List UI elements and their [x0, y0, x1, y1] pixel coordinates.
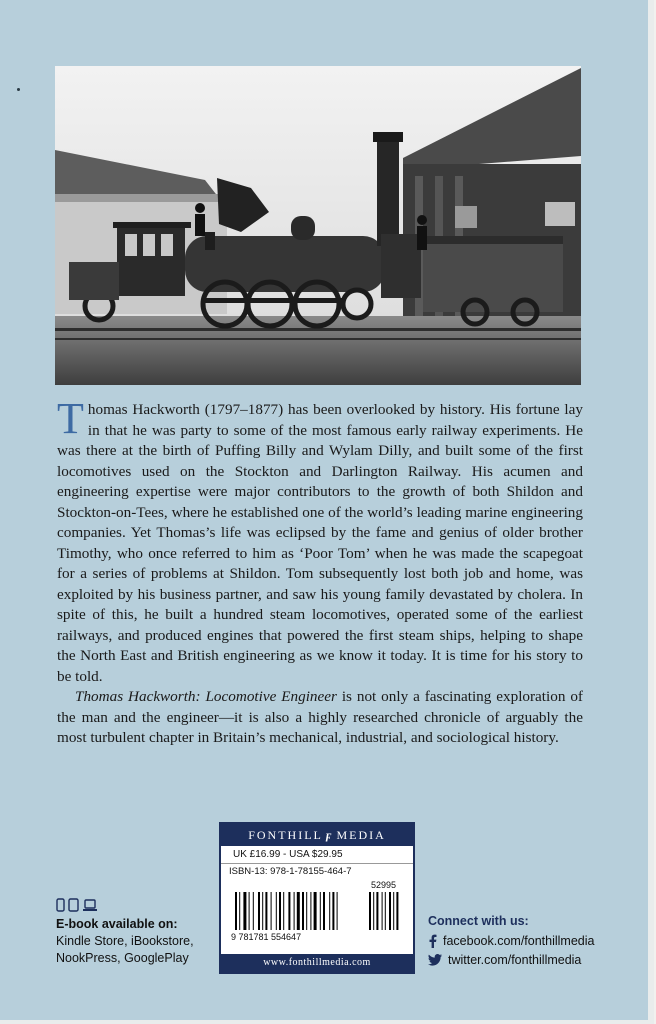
- connect-section: [428, 914, 594, 972]
- publisher-website[interactable]: www.fonthillmedia.com: [221, 954, 413, 972]
- publisher-name-right: MEDIA: [336, 828, 386, 842]
- description-paragraph-2: [57, 687, 583, 749]
- paragraph-2-text: is not only a fascinating exploration of the man and the engineer—it is also a highly researched chronicle of arguably the most turbulent chapter in Britain’s mechanical, industrial, and sociological history.: [57, 688, 583, 746]
- facebook-icon: [428, 934, 437, 948]
- connect-heading: Connect with us:: [428, 914, 529, 928]
- device-icons: [56, 898, 194, 912]
- isbn-label: ISBN-13: 978-1-78155-464-7: [229, 866, 352, 877]
- twitter-icon: [428, 954, 442, 966]
- locomotive-photo: [55, 66, 581, 385]
- speck: [17, 88, 20, 91]
- ebook-availability: [56, 898, 194, 967]
- barcode-icon: [229, 880, 407, 942]
- tablet-icon: [68, 898, 79, 912]
- description-paragraph-1: [57, 394, 583, 687]
- book-title: Thomas Hackworth: Locomotive Engineer: [75, 688, 337, 705]
- phone-icon: [56, 898, 65, 912]
- drop-cap: T: [57, 394, 84, 443]
- paragraph-1-text: homas Hackworth (1797–1877) has been overlooked by history. His fortune lay in that he was party to some of the most famous early railway experiments. He was there at the birth of Puffing Billy and Wylam Dilly, and built some of the first locomotives used on the Stockton and Darlington Railway. His acumen and engineering expertise were major contributors to the growth of both Shildon and Stockton-on-Tees, where he established one of the world’s leading marine engineering companies. Yet Thomas’s life was eclipsed by the fame and genius of older brother Timothy, who once referred to him as ‘Poor Tom’ when he was made the scapegoat for a series of problems at Shildon. Tom subsequently lost both job and home, was exploited by his business partner, and saw his young family devastated by cholera. In spite of this, he built a hundred steam locomotives, operated some of the earliest railways, and produced engines that powered the first steam ships, helping to shape the North East and British engineering as we know it today. It is time for his story to be told.: [57, 401, 583, 685]
- twitter-link[interactable]: [428, 953, 594, 967]
- book-description: [57, 394, 583, 749]
- publisher-flame-icon: ϝ: [325, 828, 334, 842]
- facebook-link[interactable]: [428, 934, 594, 948]
- facebook-url: facebook.com/fonthillmedia: [443, 934, 595, 948]
- laptop-icon: [82, 898, 98, 912]
- ebook-stores-line-1: Kindle Store, iBookstore,: [56, 934, 194, 948]
- twitter-url: twitter.com/fonthillmedia: [448, 953, 582, 967]
- publisher-logo: [221, 824, 413, 846]
- barcode-number: 9 781781 554647: [231, 932, 302, 942]
- price-label: UK £16.99 - USA $29.95: [221, 846, 413, 864]
- ebook-stores-line-2: NookPress, GooglePlay: [56, 951, 189, 965]
- barcode-addon: 52995: [371, 880, 397, 890]
- publisher-barcode-box: [219, 822, 415, 974]
- publisher-name-left: FONTHILL: [248, 828, 323, 842]
- ebook-heading: E-book available on:: [56, 917, 178, 931]
